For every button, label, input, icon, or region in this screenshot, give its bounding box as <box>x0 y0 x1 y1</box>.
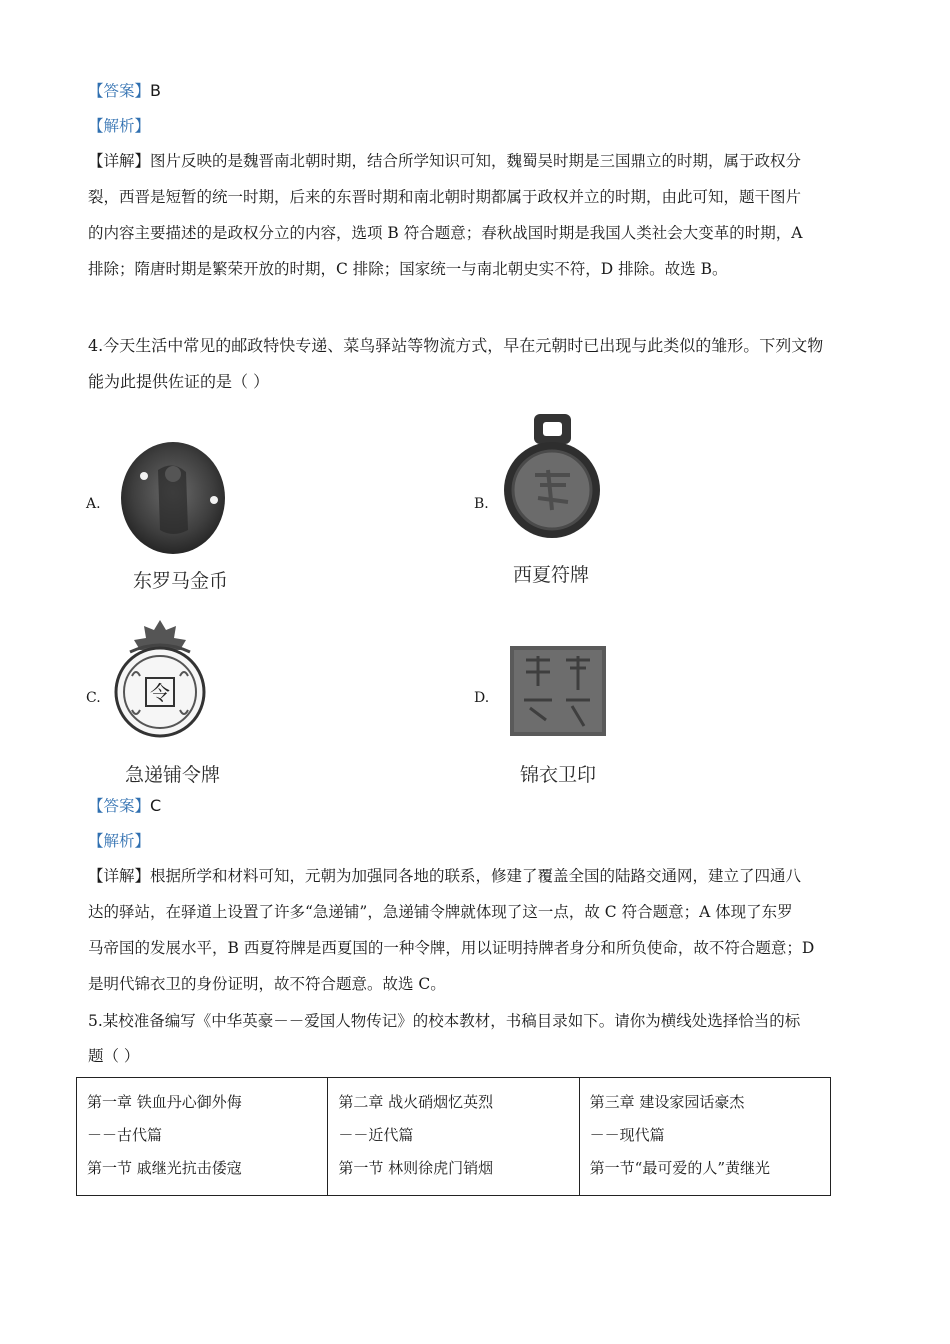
option-b-caption: 西夏符牌 <box>513 564 590 586</box>
detail-line-2-0 <box>88 866 801 886</box>
xixia-tally-image <box>500 410 605 540</box>
option-a-letter[interactable]: A. <box>86 496 101 512</box>
question-5-line-1: 5.某校准备编写《中华英豪－－爱国人物传记》的校本教材，书稿目录如下。请你为横线处选择恰当的标 <box>88 1012 801 1030</box>
question-5-line-2: 题（ ） <box>88 1047 140 1065</box>
courier-token-image <box>110 616 210 740</box>
section-title: 第一节 林则徐虎门销烟 <box>338 1159 494 1177</box>
option-a-caption: 东罗马金币 <box>133 570 229 592</box>
option-c-caption: 急递铺令牌 <box>125 764 221 786</box>
table-cell-chapter-2 <box>328 1078 579 1196</box>
answer-value: C <box>150 796 162 815</box>
chapter-subtitle: －－近代篇 <box>338 1126 414 1144</box>
book-contents-table <box>76 1077 831 1196</box>
analysis-line-1 <box>88 116 150 136</box>
table-cell-chapter-3 <box>579 1078 830 1196</box>
table-cell-chapter-1 <box>77 1078 328 1196</box>
option-c-letter[interactable]: C. <box>86 690 101 706</box>
detail-line-1-2: 的内容主要描述的是政权分立的内容，选项 B 符合题意；春秋战国时期是我国人类社会大变革的时期，A <box>88 224 803 242</box>
byzantine-coin-image <box>118 440 228 560</box>
chapter-title: 第一章 铁血丹心御外侮 <box>87 1093 242 1111</box>
option-b-letter[interactable]: B. <box>474 496 489 512</box>
question-4-line-1: 4.今天生活中常见的邮政特快专递、菜鸟驿站等物流方式，早在元朝时已出现与此类似的雏形。下列文物 <box>88 336 824 355</box>
answer-line-1 <box>88 81 161 101</box>
answer-value: B <box>150 81 161 100</box>
jinyiwei-seal-image <box>510 646 606 736</box>
answer-tag: 【答案】 <box>88 82 151 100</box>
section-title: 第一节 戚继光抗击倭寇 <box>87 1159 242 1177</box>
detail-tag: 【详解】 <box>88 867 151 885</box>
detail-line-1-3: 排除；隋唐时期是繁荣开放的时期，C 排除；国家统一与南北朝史实不符，D 排除。故选 B。 <box>88 260 728 278</box>
detail-text: 根据所学和材料可知，元朝为加强同各地的联系，修建了覆盖全国的陆路交通网，建立了四通八 <box>150 867 802 885</box>
detail-line-2-1: 达的驿站，在驿道上设置了许多“急递铺”，急递铺令牌就体现了这一点，故 C 符合题意；A 体现了东罗 <box>88 903 793 921</box>
chapter-subtitle: －－古代篇 <box>87 1126 163 1144</box>
chapter-title: 第二章 战火硝烟忆英烈 <box>338 1093 494 1111</box>
detail-line-2-2: 马帝国的发展水平，B 西夏符牌是西夏国的一种令牌，用以证明持牌者身分和所负使命，故不符合题意；D <box>88 939 815 957</box>
analysis-tag: 【解析】 <box>88 117 151 135</box>
section-title: 第一节“最可爱的人”黄继光 <box>589 1159 770 1177</box>
analysis-line-2 <box>88 831 150 851</box>
answer-tag: 【答案】 <box>88 797 151 815</box>
detail-line-1-1: 裂，西晋是短暂的统一时期，后来的东晋时期和南北朝时期都属于政权并立的时期，由此可知，题干图片 <box>88 188 802 206</box>
detail-tag: 【详解】 <box>88 152 151 170</box>
question-4-line-2: 能为此提供佐证的是（ ） <box>88 372 270 391</box>
chapter-title: 第三章 建设家园话豪杰 <box>589 1093 745 1111</box>
detail-line-1-0 <box>88 151 801 171</box>
option-d-caption: 锦衣卫印 <box>520 764 597 786</box>
token-seal-char: 令 <box>150 681 170 705</box>
answer-line-2 <box>88 796 161 816</box>
detail-line-2-3: 是明代锦衣卫的身份证明，故不符合题意。故选 C。 <box>88 975 446 993</box>
analysis-tag: 【解析】 <box>88 832 151 850</box>
chapter-subtitle: －－现代篇 <box>589 1126 665 1144</box>
detail-text: 图片反映的是魏晋南北朝时期，结合所学知识可知，魏蜀吴时期是三国鼎立的时期，属于政权分 <box>150 152 802 170</box>
option-d-letter[interactable]: D. <box>474 690 490 706</box>
table-row <box>77 1078 831 1196</box>
